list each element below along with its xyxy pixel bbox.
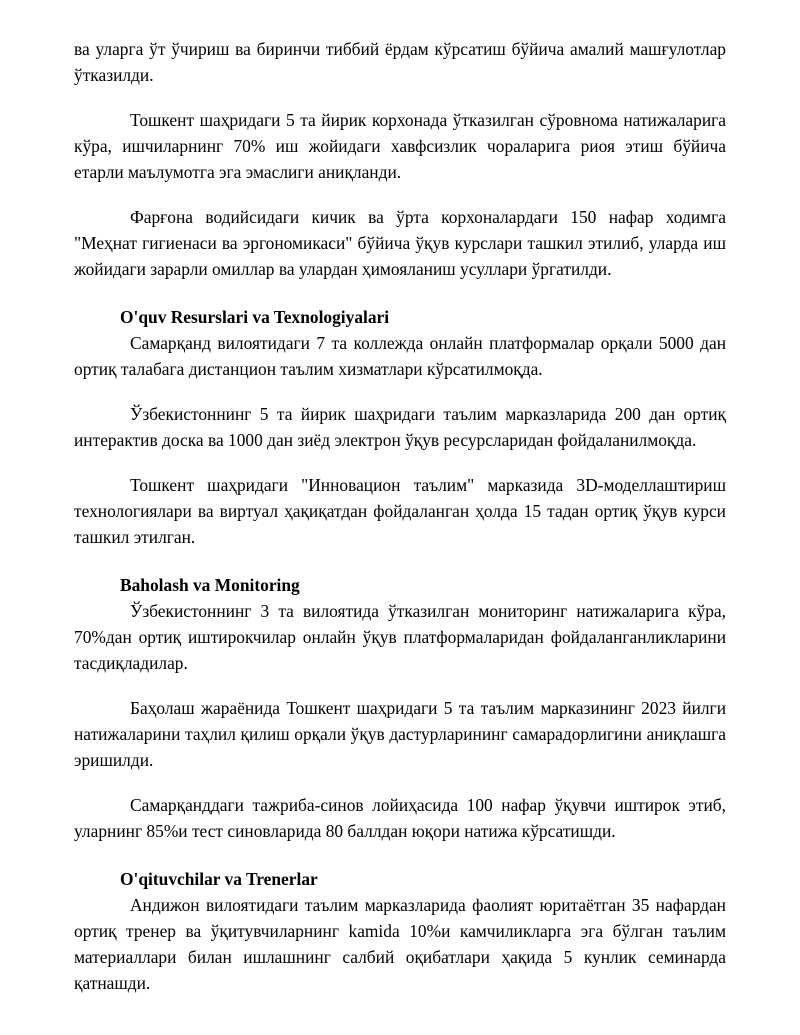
paragraph-pilot-project: Самарқанддаги тажриба-синов лойиҳасида 100 нафар ўқувчи иштирок этиб, уларнинг 85%и тест синовларида 80 баллдан юқори натижа кўрсатишди. xyxy=(74,795,726,841)
paragraph-fergana: Фарғона водийсидаги кичик ва ўрта корхоналардаги 150 нафар ходимга "Меҳнат гигиенаси ва эргономикаси" бўйича ўқув курслари ташкил этилиб, уларда иш жойидаги зарарли омиллар ва улардан ҳимояланиш усуллари ўргатилди. xyxy=(74,207,726,279)
paragraph-samarkand-colleges: Самарқанд вилоятидаги 7 та коллежда онлайн платформалар орқали 5000 дан ортиқ талабага дистанцион таълим хизматлари кўрсатилмоқда. xyxy=(74,333,726,379)
paragraph-intro: ва уларга ўт ўчириш ва биринчи тиббий ёрдам кўрсатиш бўйича амалий машғулотлар ўтказилди. xyxy=(74,39,726,85)
paragraph-andijan-seminar: Андижон вилоятидаги таълим марказларида фаолият юритаётган 35 нафардан ортиқ тренер ва ўқитувчиларнинг kamida 10%и камчиликларга эга бўлган таълим материаллари билан ишлашнинг салбий оқибатлари ҳақида 5 кунлик семинарда қатнашди. xyxy=(74,895,726,993)
section-heading-teachers: O'qituvchilar va Trenerlar xyxy=(120,869,318,889)
paragraph-tashkent-survey: Тошкент шаҳридаги 5 та йирик корхонада ўтказилган сўровнома натижаларига кўра, ишчиларнинг 70% иш жойидаги хавфсизлик чораларига риоя этиш бўйича етарли маълумотга эга эмаслиги аниқланди. xyxy=(74,110,726,182)
section-heading-monitoring: Baholash va Monitoring xyxy=(120,575,300,595)
paragraph-interactive-boards: Ўзбекистоннинг 5 та йирик шаҳридаги таълим марказларида 200 дан ортиқ интерактив доска ва 1000 дан зиёд электрон ўқув ресурсларидан фойдаланилмоқда. xyxy=(74,404,726,450)
document-page xyxy=(74,36,726,996)
paragraph-monitoring-results: Ўзбекистоннинг 3 та вилоятида ўтказилган мониторинг натижаларига кўра, 70%дан ортиқ иштирокчилар онлайн ўқув платформаларидан фойдаланганликларини тасдиқладилар. xyxy=(74,601,726,673)
section-heading-resources: O'quv Resurslari va Texnologiyalari xyxy=(120,307,390,327)
paragraph-innovation-center: Тошкент шаҳридаги "Инновацион таълим" марказида 3D-моделлаштириш технологиялари ва виртуал ҳақиқатдан фойдаланган ҳолда 15 тадан ортиқ ўқув курси ташкил этилган. xyxy=(74,475,726,547)
paragraph-evaluation: Баҳолаш жараёнида Тошкент шаҳридаги 5 та таълим марказининг 2023 йилги натижаларини таҳлил қилиш орқали ўқув дастурларининг самарадорлигини аниқлашга эришилди. xyxy=(74,698,726,770)
